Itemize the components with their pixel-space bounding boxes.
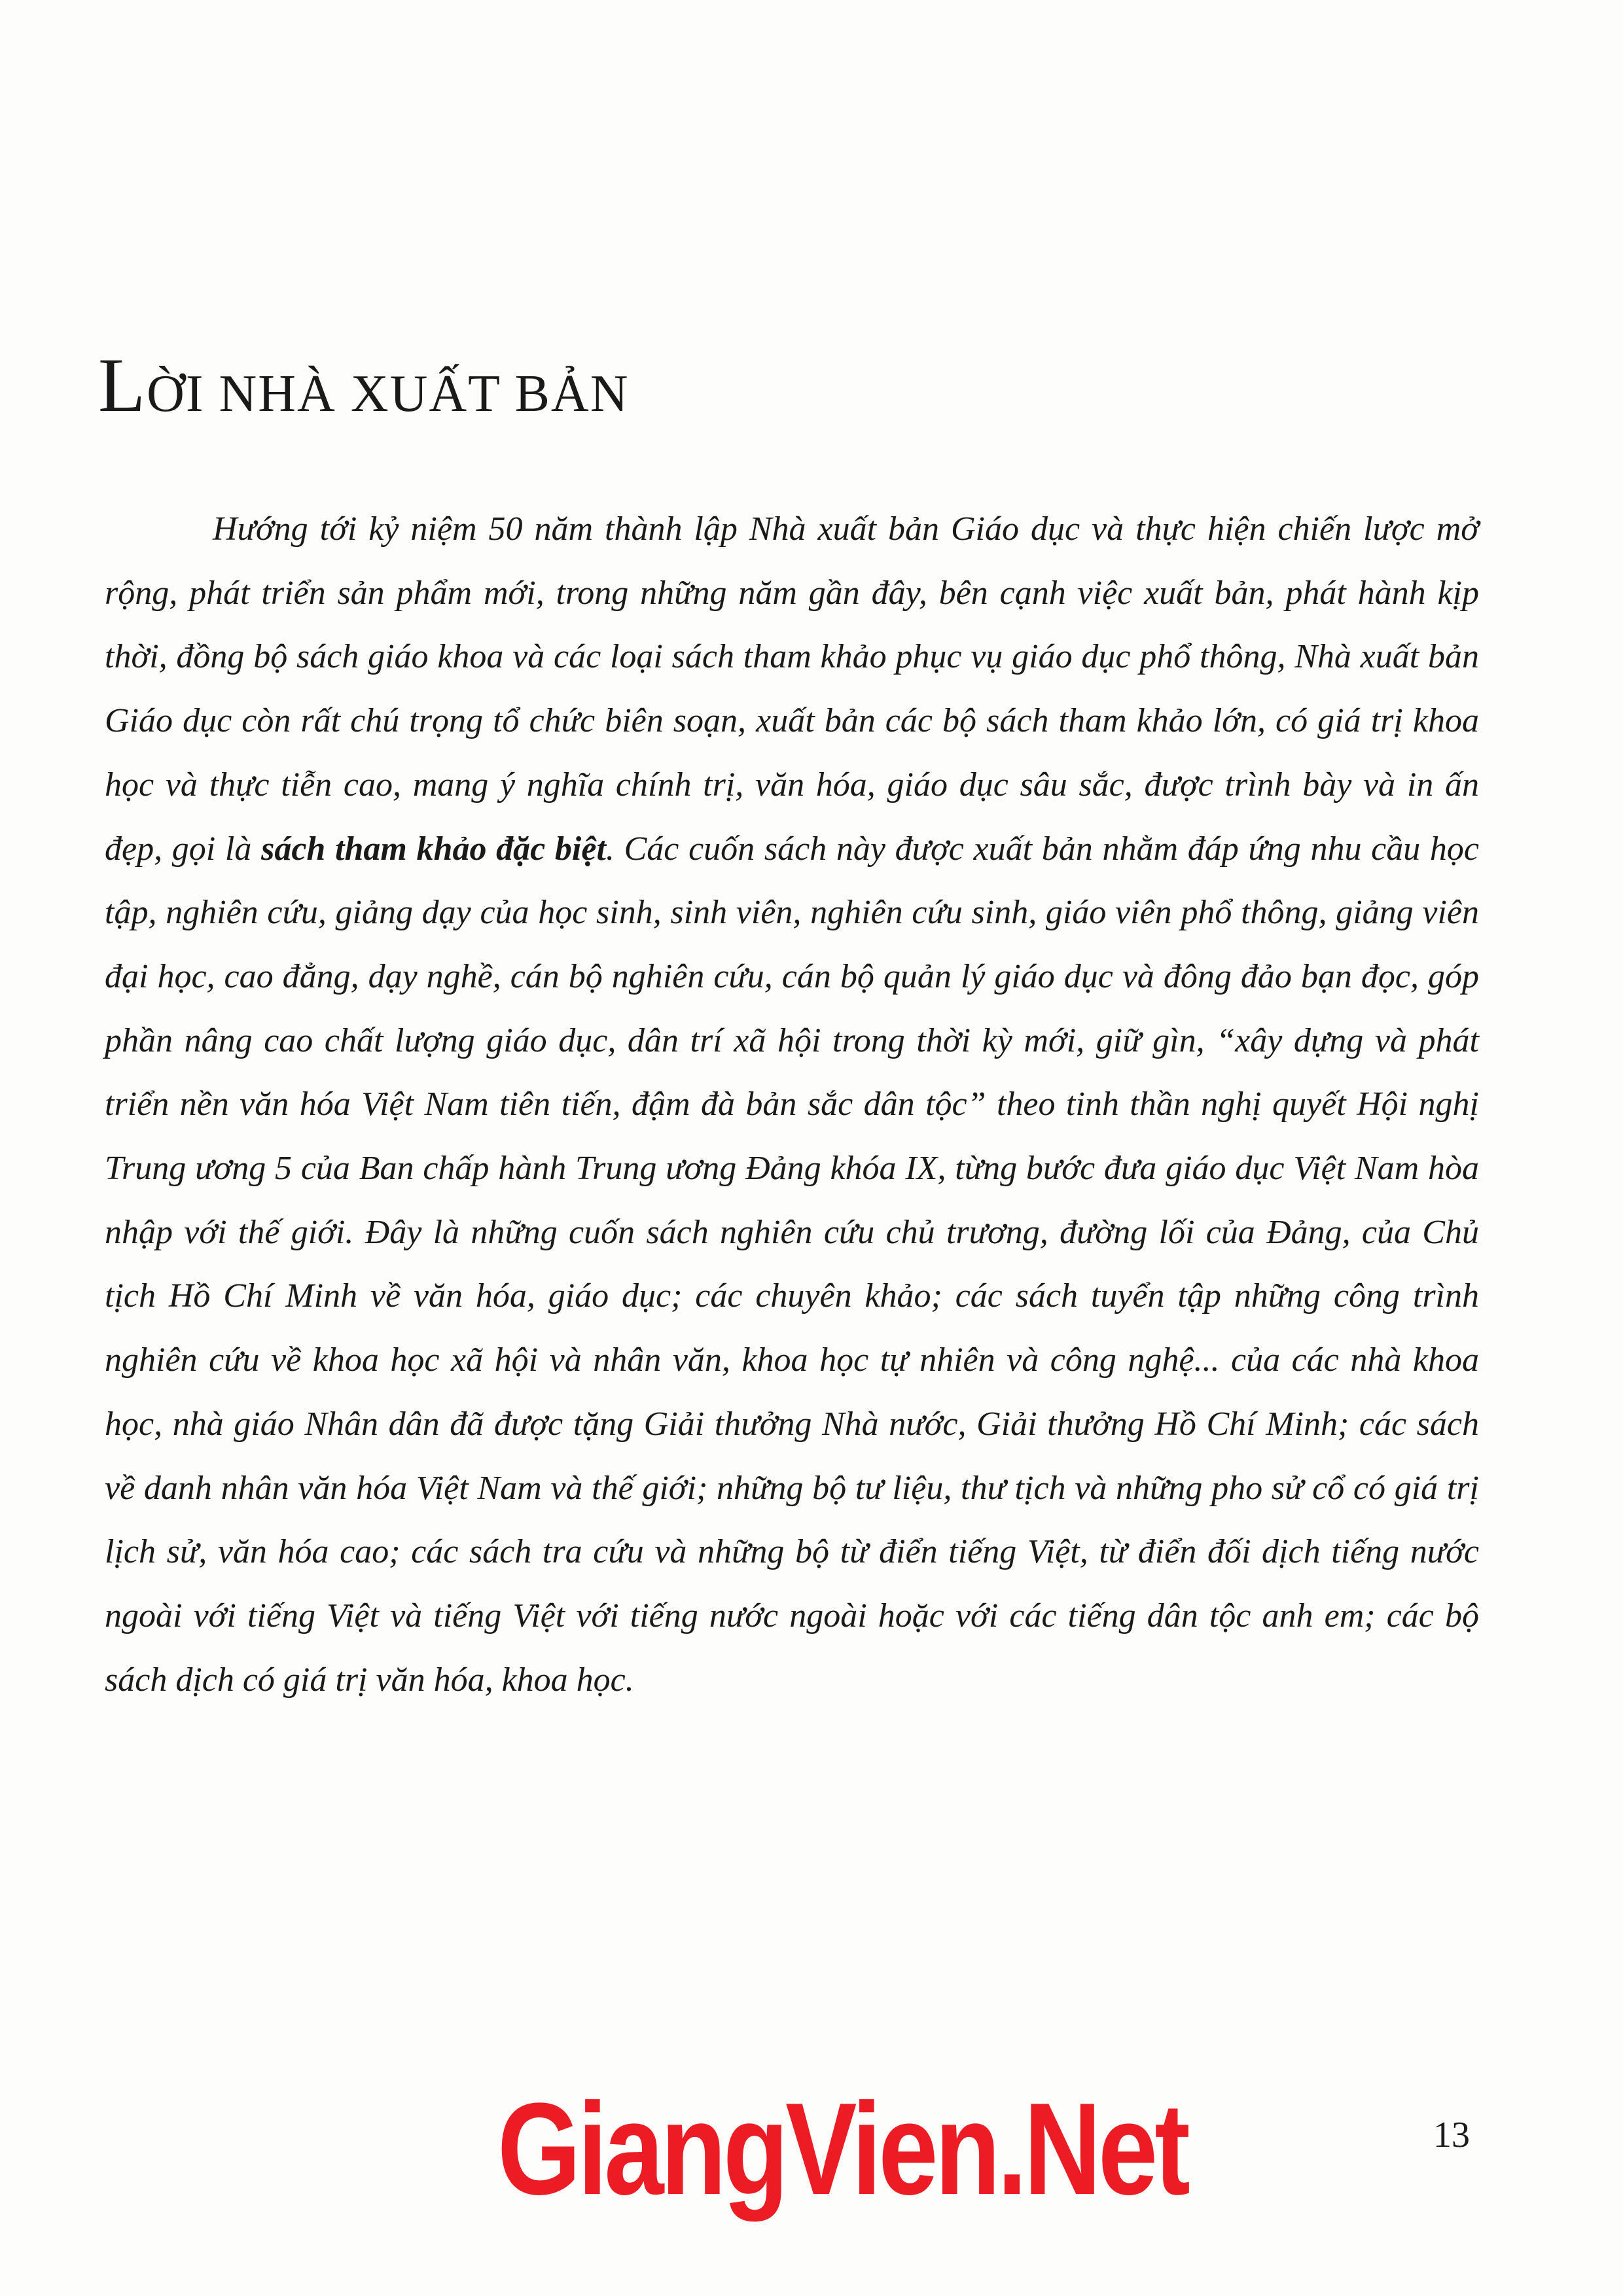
- watermark-logo: GiangVien.Net: [497, 2076, 1187, 2222]
- heading-rest: ỜI NHÀ XUẤT BẢN: [147, 365, 630, 423]
- page-heading: [98, 342, 630, 428]
- paragraph-part-1: Hướng tới kỷ niệm 50 năm thành lập Nhà xuất bản Giáo dục và thực hiện chiến lược mở rộng, phát triển sản phẩm mới, trong những năm gần đây, bên cạnh việc xuất bản, phát hành kịp thời, đồng bộ sách giáo khoa và các loại sách tham khảo phục vụ giáo dục phổ thông, Nhà xuất bản Giáo dục còn rất chú trọng tổ chức biên soạn, xuất bản các bộ sách tham khảo lớn, có giá trị khoa học và thực tiễn cao, mang ý nghĩa chính trị, văn hóa, giáo dục sâu sắc, được trình bày và in ấn đẹp, gọi là: [105, 510, 1479, 868]
- heading-initial: L: [98, 342, 147, 428]
- paragraph-part-2: . Các cuốn sách này được xuất bản nhằm đáp ứng nhu cầu học tập, nghiên cứu, giảng dạy của học sinh, sinh viên, nghiên cứu sinh, giáo viên phổ thông, giảng viên đại học, cao đẳng, dạy nghề, cán bộ nghiên cứu, cán bộ quản lý giáo dục và đông đảo bạn đọc, góp phần nâng cao chất lượng giáo dục, dân trí xã hội trong thời kỳ mới, giữ gìn, “xây dựng và phát triển nền văn hóa Việt Nam tiên tiến, đậm đà bản sắc dân tộc” theo tinh thần nghị quyết Hội nghị Trung ương 5 của Ban chấp hành Trung ương Đảng khóa IX, từng bước đưa giáo dục Việt Nam hòa nhập với thế giới. Đây là những cuốn sách nghiên cứu chủ trương, đường lối của Đảng, của Chủ tịch Hồ Chí Minh về văn hóa, giáo dục; các chuyên khảo; các sách tuyển tập những công trình nghiên cứu về khoa học xã hội và nhân văn, khoa học tự nhiên và công nghệ... của các nhà khoa học, nhà giáo Nhân dân đã được tặng Giải thưởng Nhà nước, Giải thưởng Hồ Chí Minh; các sách về danh nhân văn hóa Việt Nam và thế giới; những bộ tư liệu, thư tịch và những pho sử cổ có giá trị lịch sử, văn hóa cao; các sách tra cứu và những bộ từ điển tiếng Việt, từ điển đối dịch tiếng nước ngoài với tiếng Việt và tiếng Việt với tiếng nước ngoài hoặc với các tiếng dân tộc anh em; các bộ sách dịch có giá trị văn hóa, khoa học.: [105, 830, 1480, 1699]
- page-number: 13: [1433, 2115, 1470, 2155]
- paragraph-emphasis: sách tham khảo đặc biệt: [261, 830, 606, 868]
- foreword-paragraph: [105, 497, 1479, 1712]
